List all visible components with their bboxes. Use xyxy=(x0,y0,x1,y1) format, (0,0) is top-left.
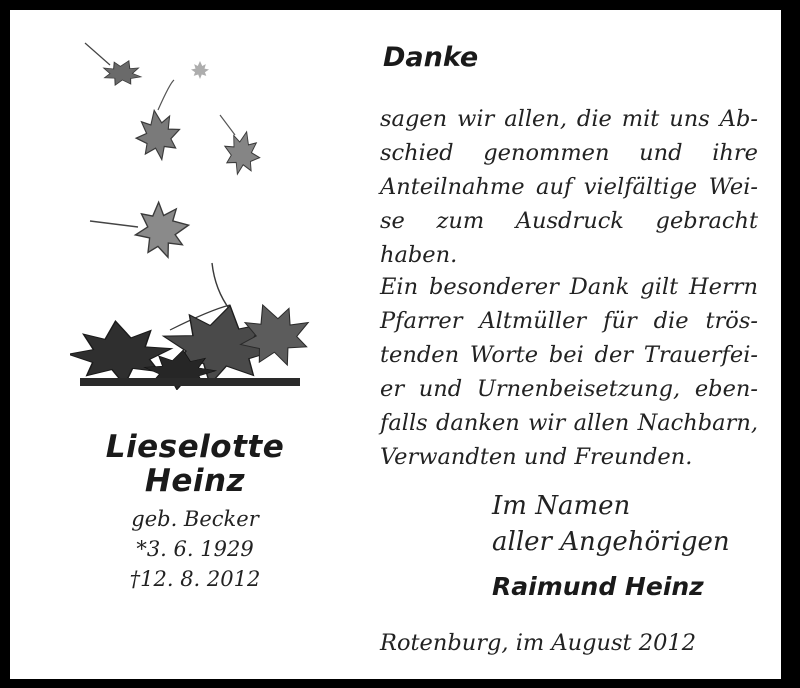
text-line: Ein besonderer Dank gilt Herrn xyxy=(380,274,758,300)
deceased-last-name: Heinz xyxy=(144,463,246,499)
text-line: schied genommen und ihre xyxy=(380,140,758,166)
death-date: †12. 8. 2012 xyxy=(129,567,261,591)
text-line: se zum Ausdruck gebracht xyxy=(380,208,758,234)
text-line: er und Urnenbeisetzung, eben- xyxy=(380,376,758,402)
text-line: Anteilnahme auf vielfältige Wei- xyxy=(380,174,758,200)
falling-leaves-icon xyxy=(70,35,320,390)
closing-line-1: Im Namen xyxy=(492,491,631,521)
birth-date: *3. 6. 1929 xyxy=(136,537,254,561)
text-line: tenden Worte bei der Trauerfei- xyxy=(380,342,758,368)
special-thanks-paragraph xyxy=(380,270,758,474)
closing-line-2: aller Angehörigen xyxy=(492,527,730,557)
thanks-paragraph xyxy=(380,102,758,272)
signer-name: Raimund Heinz xyxy=(492,572,704,601)
text-line: Pfarrer Altmüller für die trös- xyxy=(380,308,758,334)
deceased-first-name: Lieselotte xyxy=(105,429,285,465)
closing-block xyxy=(492,488,730,560)
heading-danke: Danke xyxy=(383,42,479,73)
deceased-block xyxy=(70,430,320,594)
place-date: Rotenburg, im August 2012 xyxy=(380,630,697,656)
text-line: falls danken wir allen Nachbarn, xyxy=(380,410,758,436)
text-line: haben. xyxy=(380,242,458,268)
text-line: sagen wir allen, die mit uns Ab- xyxy=(380,106,758,132)
maiden-name: geb. Becker xyxy=(131,507,259,531)
obituary-card xyxy=(10,10,781,679)
text-line: Verwandten und Freunden. xyxy=(380,444,693,470)
